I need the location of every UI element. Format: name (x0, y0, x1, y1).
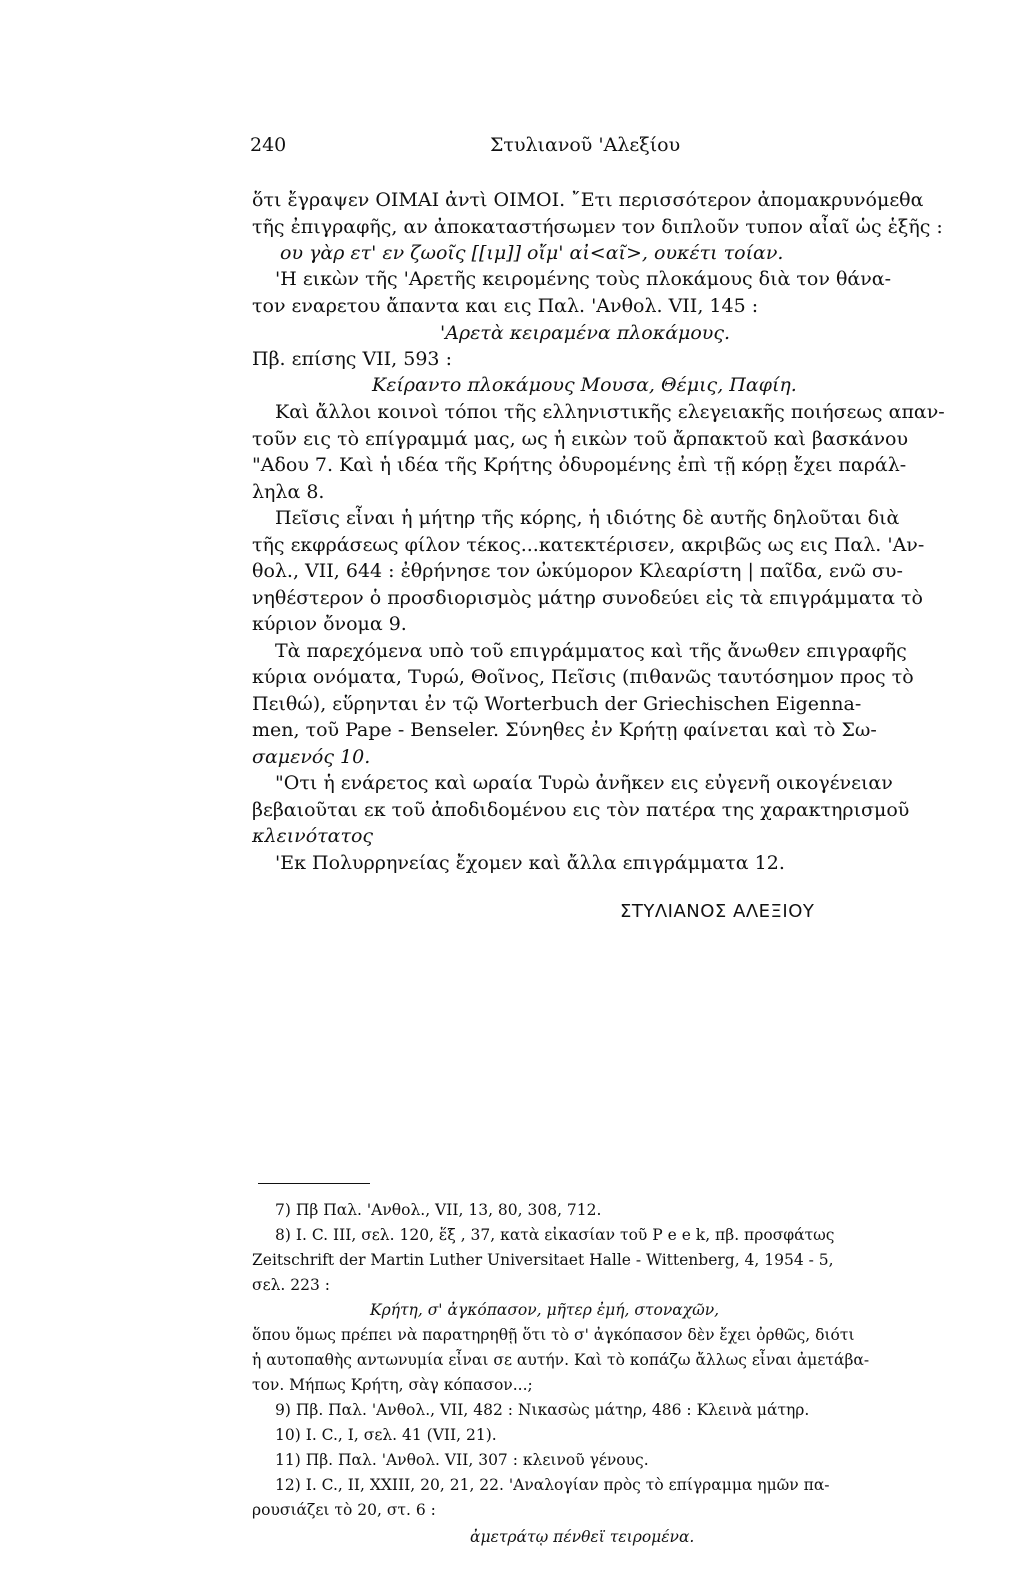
footnote-quote: Κρήτη, σ' ἀγκόπασον, μῆτερ ἐμή, στοναχῶν, (370, 1301, 720, 1319)
body-line: τοῦν εις τὸ επίγραμμά μας, ως ἡ εικὼν τοῦ ἄρπακτοῦ καὶ βασκάνου (252, 428, 909, 450)
footnote: 9) Πβ. Παλ. 'Ανθολ., VII, 482 : Νικασὼς μάτηρ, 486 : Κλεινὰ μάτηρ. (275, 1401, 810, 1419)
body-line: Πειθώ), εὕρηνται ἐν τῷ Worterbuch der Griechischen Eigenna- (252, 693, 862, 715)
body-line: "Αδου 7. Καὶ ἡ ιδέα τῆς Κρήτης ὀδυρομένης ἐπὶ τῇ κόρῃ ἔχει παράλ- (252, 454, 907, 476)
body-line: τῆς ἐπιγραφῆς, αν ἀποκαταστήσωμεν τον διπλοῦν τυπον αἶαῖ ὡς ἑξῆς : (252, 216, 943, 238)
body-line: ληλα 8. (252, 481, 325, 503)
footnote: 11) Πβ. Παλ. 'Ανθολ. VII, 307 : κλεινοῦ γένους. (275, 1451, 649, 1469)
body-line: κύρια ονόματα, Τυρώ, Θοῖνος, Πεῖσις (πιθανῶς ταυτόσημον προς τὸ (252, 666, 914, 688)
body-line: "Οτι ἡ ενάρετος καὶ ωραία Τυρὼ ἀνῆκεν εις εὐγενῆ οικογένειαν (275, 772, 893, 794)
quote-line: 'Αρετὰ κειραμένα πλοκάμους. (440, 322, 731, 344)
quote-line: Κείραντο πλοκάμους Μουσα, Θέμις, Παφίη. (372, 374, 797, 396)
body-line: 'Η εικὼν τῆς 'Αρετῆς κειρομένης τοὺς πλοκάμους διὰ τον θάνα- (275, 268, 892, 290)
running-title: Στυλιανοῦ 'Αλεξίου (490, 134, 681, 156)
page-number: 240 (250, 134, 287, 156)
footnote: τον. Μήπως Κρήτη, σὰγ κόπασον...; (252, 1376, 533, 1394)
body-line: κλεινότατος (252, 825, 374, 847)
footnote-divider (258, 1183, 370, 1184)
body-line: θολ., VII, 644 : ἐθρήνησε τον ὠκύμορον Κλεαρίστη | παῖδα, ενῶ συ- (252, 560, 903, 582)
body-line: 'Εκ Πολυρρηνείας ἔχομεν καὶ ἄλλα επιγράμματα 12. (275, 852, 785, 874)
body-line: Τὰ παρεχόμενα υπὸ τοῦ επιγράμματος καὶ τῆς ἄνωθεν επιγραφῆς (275, 640, 907, 662)
footnote: 7) Πβ Παλ. 'Ανθολ., VII, 13, 80, 308, 712. (275, 1201, 602, 1219)
footnote-quote: ἀμετράτῳ πένθεϊ τειρομένα. (470, 1528, 695, 1546)
body-line: τῆς εκφράσεως φίλον τέκος...κατεκτέρισεν, ακριβῶς ως εις Παλ. 'Αν- (252, 534, 925, 556)
footnote: ρουσιάζει τὸ 20, στ. 6 : (252, 1501, 436, 1519)
body-line: νηθέστερον ὁ προσδιορισμὸς μάτηρ συνοδεύει εἰς τὰ επιγράμματα τὸ (252, 587, 923, 609)
body-line: τον εναρετου ἄπαντα και εις Παλ. 'Ανθολ. VII, 145 : (252, 295, 759, 317)
body-line: βεβαιοῦται εκ τοῦ ἀποδιδομένου εις τὸν πατέρα της χαρακτηρισμοῦ (252, 799, 910, 821)
footnote: 12) Ι. C., II, XXIII, 20, 21, 22. 'Αναλογίαν πρὸς τὸ επίγραμμα ημῶν πα- (275, 1476, 830, 1494)
footnote: ἡ αυτοπαθὴς αντωνυμία εἶναι σε αυτήν. Καὶ τὸ κοπάζω ἄλλως εἶναι ἀμετάβα- (252, 1351, 870, 1369)
inscription-line: ου γὰρ ετ' εν ζωοῖς [[ιμ]] οἴμ' αἰ<αῖ>, ουκέτι τοίαν. (280, 242, 784, 264)
body-line: σαμενός 10. (252, 746, 371, 768)
author-signature: ΣΤΥΛΙΑΝΟΣ ΑΛΕΞΙΟΥ (620, 901, 815, 922)
body-line: ὅτι ἔγραψεν ΟΙΜΑΙ ἀντὶ ΟΙΜΟΙ. ῎Ετι περισσότερον ἀπομακρυνόμεθα (252, 189, 924, 211)
body-line: men, τοῦ Pape - Benseler. Σύνηθες ἐν Κρήτῃ φαίνεται καὶ τὸ Σω- (252, 719, 877, 741)
footnote: 10) Ι. C., I, σελ. 41 (VII, 21). (275, 1426, 497, 1444)
footnote: σελ. 223 : (252, 1276, 331, 1294)
footnote: 8) Ι. C. III, σελ. 120, ἕξ , 37, κατὰ εἰκασίαν τοῦ P e e k, πβ. προσφάτως (275, 1226, 835, 1244)
footnote: ὅπου ὅμως πρέπει νὰ παρατηρηθῇ ὅτι τὸ σ' ἀγκόπασον δὲν ἔχει ὀρθῶς, διότι (252, 1326, 855, 1344)
footnote: Zeitschrift der Martin Luther Universitaet Halle - Wittenberg, 4, 1954 - 5, (252, 1251, 834, 1269)
body-line: Πεῖσις εἶναι ἡ μήτηρ τῆς κόρης, ἡ ιδιότης δὲ αυτῆς δηλοῦται διὰ (275, 507, 900, 529)
body-line: Πβ. επίσης VII, 593 : (252, 348, 452, 370)
body-line: κύριον ὄνομα 9. (252, 613, 407, 635)
body-line: Καὶ ἄλλοι κοινοὶ τόποι τῆς ελληνιστικῆς ελεγειακῆς ποιήσεως απαν- (275, 401, 945, 423)
